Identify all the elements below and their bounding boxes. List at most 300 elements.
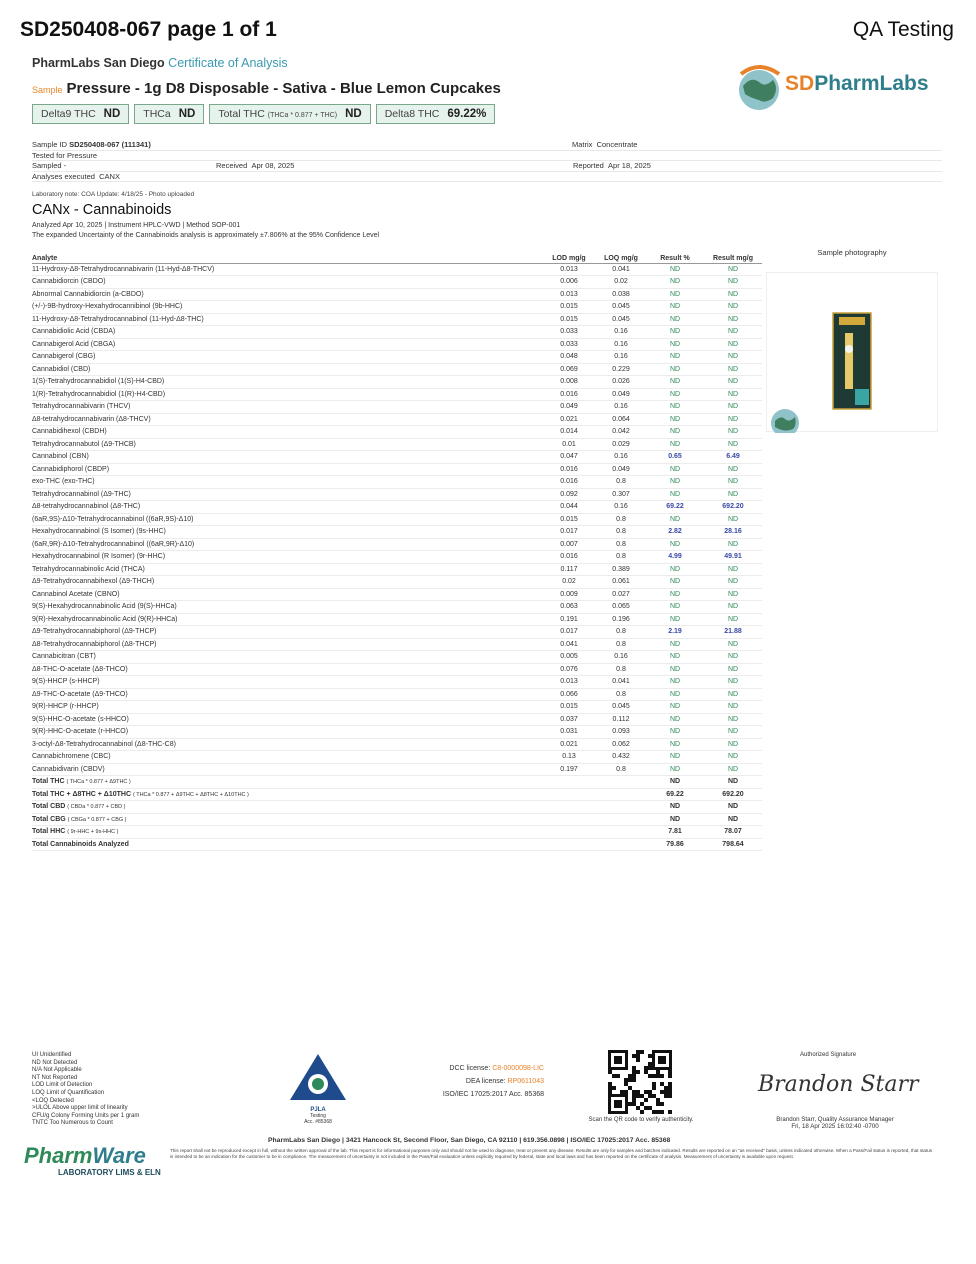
table-row xyxy=(32,563,762,576)
analyte-name: Cannabigerol (CBG) xyxy=(32,351,542,364)
total-row xyxy=(32,826,762,839)
lod-value: 0.013 xyxy=(542,676,596,689)
total-row xyxy=(32,838,762,851)
table-row xyxy=(32,651,762,664)
loq-value: 0.16 xyxy=(596,351,646,364)
loq-value: 0.045 xyxy=(596,701,646,714)
table-row xyxy=(32,751,762,764)
loq-value: 0.045 xyxy=(596,313,646,326)
signer-name: Brandon Starr, Quality Assurance Manager xyxy=(776,1116,894,1123)
result-mg: ND xyxy=(704,326,762,339)
table-row xyxy=(32,488,762,501)
analyte-name: Cannabidiolic Acid (CBDA) xyxy=(32,326,542,339)
lod-value: 0.117 xyxy=(542,563,596,576)
result-pct: ND xyxy=(646,538,704,551)
table-row xyxy=(32,638,762,651)
table-row xyxy=(32,438,762,451)
analyte-name: Cannabinol Acetate (CBNO) xyxy=(32,588,542,601)
table-row xyxy=(32,276,762,289)
table-row xyxy=(32,388,762,401)
loq-value: 0.8 xyxy=(596,663,646,676)
total-mg: ND xyxy=(704,776,762,789)
result-mg: 6.49 xyxy=(704,451,762,464)
badge-thca: THCa ND xyxy=(134,104,204,124)
info-row-dates: Sampled - Received Apr 08, 2025 Reported Apr 18, 2025 xyxy=(32,161,942,172)
result-mg: ND xyxy=(704,263,762,276)
table-row xyxy=(32,713,762,726)
table-row xyxy=(32,313,762,326)
result-pct: ND xyxy=(646,476,704,489)
section-title: CANx - Cannabinoids xyxy=(32,202,172,218)
total-pct: ND xyxy=(646,813,704,826)
loq-value: 0.229 xyxy=(596,363,646,376)
analyte-name: Cannabigerol Acid (CBGA) xyxy=(32,338,542,351)
analyte-name: Cannabidivarin (CBDV) xyxy=(32,763,542,776)
analyte-name: 3-octyl-Δ8-Tetrahydrocannabinol (Δ8-THC-C8) xyxy=(32,738,542,751)
sample-info xyxy=(32,140,942,182)
result-mg: ND xyxy=(704,363,762,376)
result-pct: ND xyxy=(646,576,704,589)
loq-value: 0.027 xyxy=(596,588,646,601)
table-row xyxy=(32,538,762,551)
info-row-tested-for: Tested for Pressure xyxy=(32,151,942,162)
table-row xyxy=(32,463,762,476)
total-name: Total CBG ( CBGa * 0.877 + CBG ) xyxy=(32,813,542,826)
col-result-pct: Result % xyxy=(646,244,704,263)
lod-value: 0.047 xyxy=(542,451,596,464)
table-row xyxy=(32,326,762,339)
col-analyte: Analyte xyxy=(32,244,542,263)
result-mg: ND xyxy=(704,313,762,326)
result-mg: ND xyxy=(704,588,762,601)
table-row xyxy=(32,301,762,314)
result-mg: ND xyxy=(704,538,762,551)
table-row xyxy=(32,363,762,376)
loq-value: 0.026 xyxy=(596,376,646,389)
lod-value: 0.017 xyxy=(542,526,596,539)
lod-value: 0.01 xyxy=(542,438,596,451)
table-row xyxy=(32,738,762,751)
loq-value: 0.432 xyxy=(596,751,646,764)
total-name: Total THC + Δ8THC + Δ10THC ( THCa * 0.877 + Δ9THC + Δ8THC + Δ10THC ) xyxy=(32,788,542,801)
result-mg: ND xyxy=(704,676,762,689)
legend-item: LOD Limit of Detection xyxy=(32,1082,93,1089)
table-row xyxy=(32,351,762,364)
info-row-analyses: Analyses executed CANX xyxy=(32,172,942,183)
legend-item: CFU/g Colony Forming Units per 1 gram xyxy=(32,1112,140,1119)
badge-delta9-thc: Delta9 THC ND xyxy=(32,104,129,124)
analyte-name: Hexahydrocannabinol (R Isomer) (9r-HHC) xyxy=(32,551,542,564)
signer-info xyxy=(760,1116,910,1130)
loq-value: 0.16 xyxy=(596,451,646,464)
lod-value: 0.017 xyxy=(542,626,596,639)
loq-value: 0.16 xyxy=(596,338,646,351)
lod-value: 0.033 xyxy=(542,338,596,351)
result-mg: 21.88 xyxy=(704,626,762,639)
lod-value: 0.016 xyxy=(542,463,596,476)
total-mg: 692.20 xyxy=(704,788,762,801)
qr-caption: Scan the QR code to verify authenticity. xyxy=(588,1117,694,1123)
analyte-name: Tetrahydrocannabivarin (THCV) xyxy=(32,401,542,414)
lab-note: Laboratory note: COA Update: 4/18/25 - Photo uploaded xyxy=(32,191,195,198)
result-mg: ND xyxy=(704,288,762,301)
lod-value: 0.191 xyxy=(542,613,596,626)
table-row xyxy=(32,401,762,414)
lod-value: 0.02 xyxy=(542,576,596,589)
lod-value: 0.13 xyxy=(542,751,596,764)
total-mg: ND xyxy=(704,801,762,814)
analyte-name: 9(R)-Hexahydrocannabinolic Acid (9(R)-HHCa) xyxy=(32,613,542,626)
result-pct: ND xyxy=(646,401,704,414)
result-pct: ND xyxy=(646,351,704,364)
result-mg: ND xyxy=(704,601,762,614)
table-row xyxy=(32,263,762,276)
result-mg: ND xyxy=(704,338,762,351)
lod-value: 0.015 xyxy=(542,313,596,326)
result-pct: ND xyxy=(646,601,704,614)
result-mg: ND xyxy=(704,426,762,439)
result-mg: ND xyxy=(704,738,762,751)
loq-value: 0.8 xyxy=(596,763,646,776)
result-mg: ND xyxy=(704,488,762,501)
legend-item: >ULOL Above upper limit of linearity xyxy=(32,1105,128,1112)
legend-item: N/A Not Applicable xyxy=(32,1067,82,1074)
result-pct: 69.22 xyxy=(646,501,704,514)
legend-item: TNTC Too Numerous to Count xyxy=(32,1120,113,1127)
lod-value: 0.016 xyxy=(542,551,596,564)
lod-value: 0.044 xyxy=(542,501,596,514)
pjla-accreditation-logo xyxy=(288,1052,348,1124)
loq-value: 0.307 xyxy=(596,488,646,501)
lod-value: 0.031 xyxy=(542,726,596,739)
result-mg: ND xyxy=(704,413,762,426)
result-pct: 2.19 xyxy=(646,626,704,639)
info-row-sample-id: Sample ID SD250408-067 (111341) Matrix Concentrate xyxy=(32,140,942,151)
result-mg: 692.20 xyxy=(704,501,762,514)
loq-value: 0.029 xyxy=(596,438,646,451)
lod-value: 0.016 xyxy=(542,476,596,489)
lab-address: PharmLabs San Diego | 3421 Hancock St, Second Floor, San Diego, CA 92110 | 619.356.0898 | ISO/IEC 17025:2017 Acc. 85368 xyxy=(268,1137,671,1144)
dea-license: DEA license: RP0611043 xyxy=(465,1078,544,1085)
result-pct: ND xyxy=(646,363,704,376)
result-mg: ND xyxy=(704,576,762,589)
total-row xyxy=(32,788,762,801)
disclaimer: This report shall not be reproduced except in full, without the written approval of the lab. This report is for informational purposes only and should not be used to diagnose, treat or prevent any disease. Results are only for samples and batches indicated. Results are reported on an "as received" basis, unless indicated otherwise. When a Pass/Fail status is reported, that status is intended to be an indication for the customer to be in compliance. The measurement of uncertainty is not included in the Pass/Fail evaluation unless explicitly required by federal, state and local laws and has been reported on the certificate of analysis. Measurement of uncertainty is available upon request. xyxy=(170,1148,933,1159)
result-pct: ND xyxy=(646,713,704,726)
analyte-name: exo-THC (exo-THC) xyxy=(32,476,542,489)
result-pct: ND xyxy=(646,301,704,314)
result-mg: ND xyxy=(704,438,762,451)
result-mg: ND xyxy=(704,613,762,626)
loq-value: 0.389 xyxy=(596,563,646,576)
total-mg: ND xyxy=(704,813,762,826)
loq-value: 0.041 xyxy=(596,263,646,276)
result-pct: ND xyxy=(646,588,704,601)
loq-value: 0.049 xyxy=(596,388,646,401)
lod-value: 0.076 xyxy=(542,663,596,676)
pharmware-logo xyxy=(24,1143,161,1188)
result-pct: ND xyxy=(646,738,704,751)
analyte-name: Cannabidiphorol (CBDP) xyxy=(32,463,542,476)
table-row xyxy=(32,451,762,464)
analyte-name: (6aR,9R)-Δ10-Tetrahydrocannabinol ((6aR,9R)-Δ10) xyxy=(32,538,542,551)
lod-value: 0.041 xyxy=(542,638,596,651)
table-row xyxy=(32,613,762,626)
result-pct: ND xyxy=(646,688,704,701)
lod-value: 0.013 xyxy=(542,263,596,276)
sdpharmlabs-logo xyxy=(735,60,945,116)
total-pct: ND xyxy=(646,801,704,814)
lod-value: 0.015 xyxy=(542,513,596,526)
result-mg: ND xyxy=(704,563,762,576)
analyte-name: 9(R)-HHC-O-acetate (r-HHCO) xyxy=(32,726,542,739)
verification-qr-code[interactable] xyxy=(608,1050,672,1114)
table-row xyxy=(32,426,762,439)
analyte-name: 9(S)-Hexahydrocannabinolic Acid (9(S)-HHCa) xyxy=(32,601,542,614)
table-row xyxy=(32,526,762,539)
loq-value: 0.045 xyxy=(596,301,646,314)
loq-value: 0.8 xyxy=(596,688,646,701)
result-mg: 28.16 xyxy=(704,526,762,539)
result-pct: ND xyxy=(646,326,704,339)
loq-value: 0.042 xyxy=(596,426,646,439)
iso-accreditation: ISO/IEC 17025:2017 Acc. 85368 xyxy=(442,1091,544,1098)
legend-item: NT Not Reported xyxy=(32,1074,78,1081)
col-lod: LOD mg/g xyxy=(542,244,596,263)
analyte-name: Δ8-THC-O-acetate (Δ8-THCO) xyxy=(32,663,542,676)
table-row xyxy=(32,663,762,676)
analyte-name: Δ8-tetrahydrocannabivarin (Δ8-THCV) xyxy=(32,413,542,426)
col-loq: LOQ mg/g xyxy=(596,244,646,263)
total-pct: 79.86 xyxy=(646,838,704,851)
analyte-name: Cannabidiorcin (CBDO) xyxy=(32,276,542,289)
signature-image: Brandon Starr xyxy=(758,1072,919,1097)
analyte-name: Δ8-tetrahydrocannabinol (Δ8-THC) xyxy=(32,501,542,514)
result-pct: 2.82 xyxy=(646,526,704,539)
lod-value: 0.005 xyxy=(542,651,596,664)
analyte-name: (6aR,9S)-Δ10-Tetrahydrocannabinol ((6aR,9S)-Δ10) xyxy=(32,513,542,526)
analyte-name: Cannabidiol (CBD) xyxy=(32,363,542,376)
result-pct: ND xyxy=(646,763,704,776)
analyte-name: Tetrahydrocannabutol (Δ9-THCB) xyxy=(32,438,542,451)
result-mg: ND xyxy=(704,463,762,476)
table-row xyxy=(32,763,762,776)
table-row xyxy=(32,288,762,301)
coa-label: Certificate of Analysis xyxy=(168,56,288,70)
loq-value: 0.16 xyxy=(596,401,646,414)
lod-value: 0.007 xyxy=(542,538,596,551)
total-pct: 7.81 xyxy=(646,826,704,839)
analyte-name: 1(R)-Tetrahydrocannabidiol (1(R)-H4-CBD) xyxy=(32,388,542,401)
lod-value: 0.063 xyxy=(542,601,596,614)
loq-value: 0.065 xyxy=(596,601,646,614)
analyte-name: Δ8-Tetrahydrocannabiphorol (Δ8-THCP) xyxy=(32,638,542,651)
result-mg: ND xyxy=(704,663,762,676)
pharmware-subtitle: LABORATORY LIMS & ELN xyxy=(58,1168,161,1177)
lod-value: 0.092 xyxy=(542,488,596,501)
table-row xyxy=(32,601,762,614)
result-pct: ND xyxy=(646,438,704,451)
loq-value: 0.8 xyxy=(596,526,646,539)
loq-value: 0.16 xyxy=(596,651,646,664)
uncertainty-note: The expanded Uncertainty of the Cannabinoids analysis is approximately ±7.806% at the 95% Confidence Level xyxy=(32,232,380,239)
legend-item: LOQ Limit of Quantification xyxy=(32,1089,105,1096)
lod-value: 0.033 xyxy=(542,326,596,339)
pjla-name: PJLA xyxy=(310,1107,326,1113)
result-pct: ND xyxy=(646,313,704,326)
result-mg: ND xyxy=(704,351,762,364)
result-mg: ND xyxy=(704,688,762,701)
analyte-name: 9(R)-HHCP (r-HHCP) xyxy=(32,701,542,714)
result-mg: ND xyxy=(704,301,762,314)
total-name: Total THC ( THCa * 0.877 + Δ9THC ) xyxy=(32,776,542,789)
table-row xyxy=(32,626,762,639)
pharmware-wordmark: PharmWare xyxy=(24,1143,146,1168)
analyte-name: 9(S)-HHCP (s-HHCP) xyxy=(32,676,542,689)
lod-value: 0.015 xyxy=(542,701,596,714)
table-row xyxy=(32,551,762,564)
license-info xyxy=(428,1062,544,1101)
abbreviation-legend xyxy=(32,1052,139,1128)
result-mg: ND xyxy=(704,763,762,776)
result-pct: ND xyxy=(646,276,704,289)
loq-value: 0.8 xyxy=(596,513,646,526)
analyte-name: Δ9-Tetrahydrocannabihexol (Δ9-THCH) xyxy=(32,576,542,589)
table-row xyxy=(32,338,762,351)
sample-title xyxy=(32,80,501,97)
lod-value: 0.021 xyxy=(542,738,596,751)
total-row xyxy=(32,776,762,789)
result-pct: ND xyxy=(646,376,704,389)
total-name: Total HHC ( 9r-HHC + 9s-HHC ) xyxy=(32,826,542,839)
col-result-mg: Result mg/g xyxy=(704,244,762,263)
table-row xyxy=(32,726,762,739)
lod-value: 0.006 xyxy=(542,276,596,289)
result-pct: ND xyxy=(646,638,704,651)
result-mg: ND xyxy=(704,651,762,664)
result-mg: ND xyxy=(704,751,762,764)
result-pct: ND xyxy=(646,651,704,664)
table-row xyxy=(32,413,762,426)
analyte-name: (+/-)-9B-hydroxy-Hexahydrocannibinol (9b-HHC) xyxy=(32,301,542,314)
loq-value: 0.16 xyxy=(596,501,646,514)
lod-value: 0.197 xyxy=(542,763,596,776)
analysis-details: Analyzed Apr 10, 2025 | Instrument HPLC-VWD | Method SOP-001 xyxy=(32,222,241,229)
lab-title xyxy=(32,56,288,70)
legend-item: UI Unidentified xyxy=(32,1052,72,1058)
analyte-name: Tetrahydrocannabinol (Δ9-THC) xyxy=(32,488,542,501)
potency-badges xyxy=(32,104,495,124)
result-pct: ND xyxy=(646,663,704,676)
table-header xyxy=(32,244,762,263)
loq-value: 0.064 xyxy=(596,413,646,426)
result-pct: ND xyxy=(646,488,704,501)
result-pct: ND xyxy=(646,388,704,401)
signature-label: Authorized Signature xyxy=(800,1052,857,1058)
loq-value: 0.8 xyxy=(596,551,646,564)
table-row xyxy=(32,501,762,514)
sample-photo-header: Sample photography xyxy=(817,248,887,257)
sample-name: Pressure - 1g D8 Disposable - Sativa - Blue Lemon Cupcakes xyxy=(66,80,501,97)
total-name: Total Cannabinoids Analyzed xyxy=(32,838,542,851)
lod-value: 0.013 xyxy=(542,288,596,301)
logo-text: SDPharmLabs xyxy=(785,72,929,95)
sample-photo xyxy=(766,272,938,432)
cannabinoid-results-table xyxy=(32,244,762,851)
result-pct: ND xyxy=(646,463,704,476)
loq-value: 0.062 xyxy=(596,738,646,751)
dcc-license: DCC license: C8-0000098-LIC xyxy=(449,1065,544,1072)
lod-value: 0.015 xyxy=(542,301,596,314)
result-mg: ND xyxy=(704,388,762,401)
pjla-sub: Testing xyxy=(310,1113,326,1119)
sample-label: Sample xyxy=(32,85,63,95)
lod-value: 0.066 xyxy=(542,688,596,701)
total-mg: 798.64 xyxy=(704,838,762,851)
result-mg: ND xyxy=(704,376,762,389)
loq-value: 0.8 xyxy=(596,476,646,489)
lod-value: 0.009 xyxy=(542,588,596,601)
analyte-name: Cannabicitran (CBT) xyxy=(32,651,542,664)
loq-value: 0.02 xyxy=(596,276,646,289)
loq-value: 0.16 xyxy=(596,326,646,339)
analyte-name: 11-Hydroxy-Δ8-Tetrahydrocannabinol (11-Hyd-Δ8-THC) xyxy=(32,313,542,326)
result-pct: ND xyxy=(646,563,704,576)
table-row xyxy=(32,676,762,689)
table-row xyxy=(32,688,762,701)
pjla-icon xyxy=(288,1052,348,1102)
analyte-name: Δ9-Tetrahydrocannabiphorol (Δ9-THCP) xyxy=(32,626,542,639)
lod-value: 0.048 xyxy=(542,351,596,364)
result-pct: ND xyxy=(646,413,704,426)
analyte-name: 11-Hydroxy-Δ8-Tetrahydrocannabivarin (11-Hyd-Δ8-THCV) xyxy=(32,263,542,276)
loq-value: 0.196 xyxy=(596,613,646,626)
result-pct: ND xyxy=(646,288,704,301)
pjla-acc: Acc. #85368 xyxy=(304,1119,332,1125)
analyte-name: Cannabidihexol (CBDH) xyxy=(32,426,542,439)
analyte-name: 1(S)-Tetrahydrocannabidiol (1(S)-H4-CBD) xyxy=(32,376,542,389)
result-pct: ND xyxy=(646,751,704,764)
table-row xyxy=(32,701,762,714)
loq-value: 0.112 xyxy=(596,713,646,726)
total-name: Total CBD ( CBDa * 0.877 + CBD ) xyxy=(32,801,542,814)
result-mg: ND xyxy=(704,513,762,526)
badge-delta8-thc: Delta8 THC 69.22% xyxy=(376,104,496,124)
loq-value: 0.093 xyxy=(596,726,646,739)
result-pct: ND xyxy=(646,701,704,714)
result-pct: 0.65 xyxy=(646,451,704,464)
result-mg: 49.91 xyxy=(704,551,762,564)
lod-value: 0.037 xyxy=(542,713,596,726)
result-mg: ND xyxy=(704,476,762,489)
loq-value: 0.8 xyxy=(596,638,646,651)
loq-value: 0.061 xyxy=(596,576,646,589)
result-pct: ND xyxy=(646,726,704,739)
analyte-name: Δ9-THC-O-acetate (Δ9-THCO) xyxy=(32,688,542,701)
table-row xyxy=(32,576,762,589)
loq-value: 0.041 xyxy=(596,676,646,689)
total-pct: 69.22 xyxy=(646,788,704,801)
result-mg: ND xyxy=(704,276,762,289)
total-pct: ND xyxy=(646,776,704,789)
total-mg: 78.07 xyxy=(704,826,762,839)
lod-value: 0.016 xyxy=(542,388,596,401)
lab-name: PharmLabs San Diego xyxy=(32,56,165,70)
total-row xyxy=(32,813,762,826)
legend-item: ND Not Detected xyxy=(32,1059,78,1066)
result-pct: ND xyxy=(646,513,704,526)
total-row xyxy=(32,801,762,814)
